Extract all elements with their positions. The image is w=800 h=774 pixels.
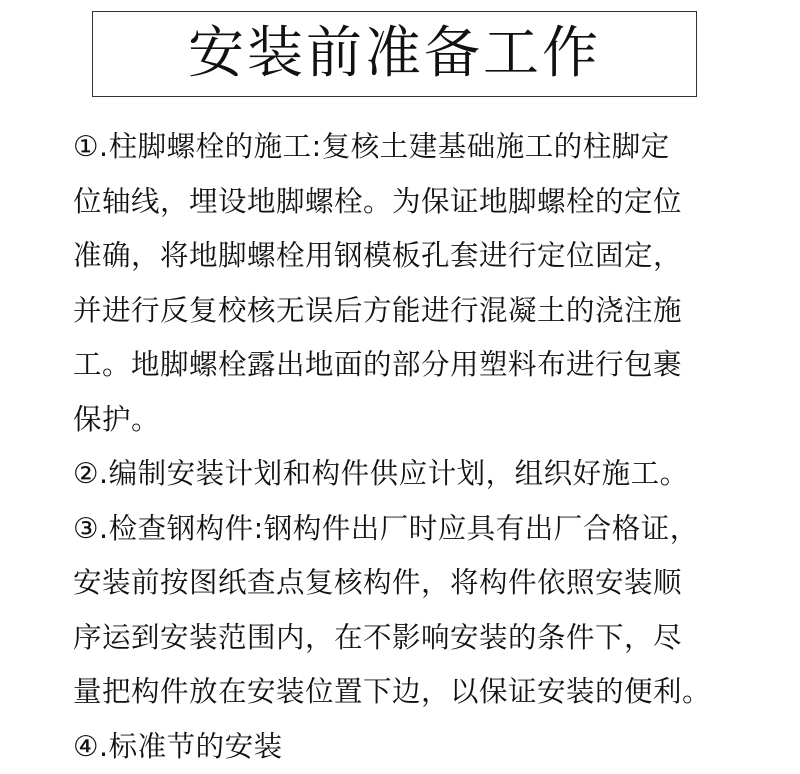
text-line: 序运到安装范围内，在不影响安装的条件下，尽 <box>73 611 763 666</box>
text-line: ④.标准节的安装 <box>73 720 763 774</box>
title-box <box>92 11 697 97</box>
text-line: 位轴线，埋设地脚螺栓。为保证地脚螺栓的定位 <box>73 175 763 230</box>
paragraph-standard-section <box>73 720 763 774</box>
text-line: 安装前按图纸查点复核构件，将构件依照安装顺 <box>73 556 763 611</box>
page-title: 安装前准备工作 <box>188 26 601 82</box>
text-line: ②.编制安装计划和构件供应计划，组织好施工。 <box>73 447 763 502</box>
document-body <box>73 120 763 774</box>
paragraph-column-base-construction <box>73 120 763 447</box>
text-line: ③.检查钢构件:钢构件出厂时应具有出厂合格证， <box>73 502 763 557</box>
paragraph-installation-plan <box>73 447 763 502</box>
text-line: 保护。 <box>73 393 763 448</box>
text-line: 并进行反复校核无误后方能进行混凝土的浇注施 <box>73 284 763 339</box>
text-line: 量把构件放在安装位置下边，以保证安装的便利。 <box>73 665 763 720</box>
text-line: 准确，将地脚螺栓用钢模板孔套进行定位固定， <box>73 229 763 284</box>
paragraph-inspect-steel-members <box>73 502 763 720</box>
text-line: ①.柱脚螺栓的施工:复核土建基础施工的柱脚定 <box>73 120 763 175</box>
text-line: 工。地脚螺栓露出地面的部分用塑料布进行包裹 <box>73 338 763 393</box>
